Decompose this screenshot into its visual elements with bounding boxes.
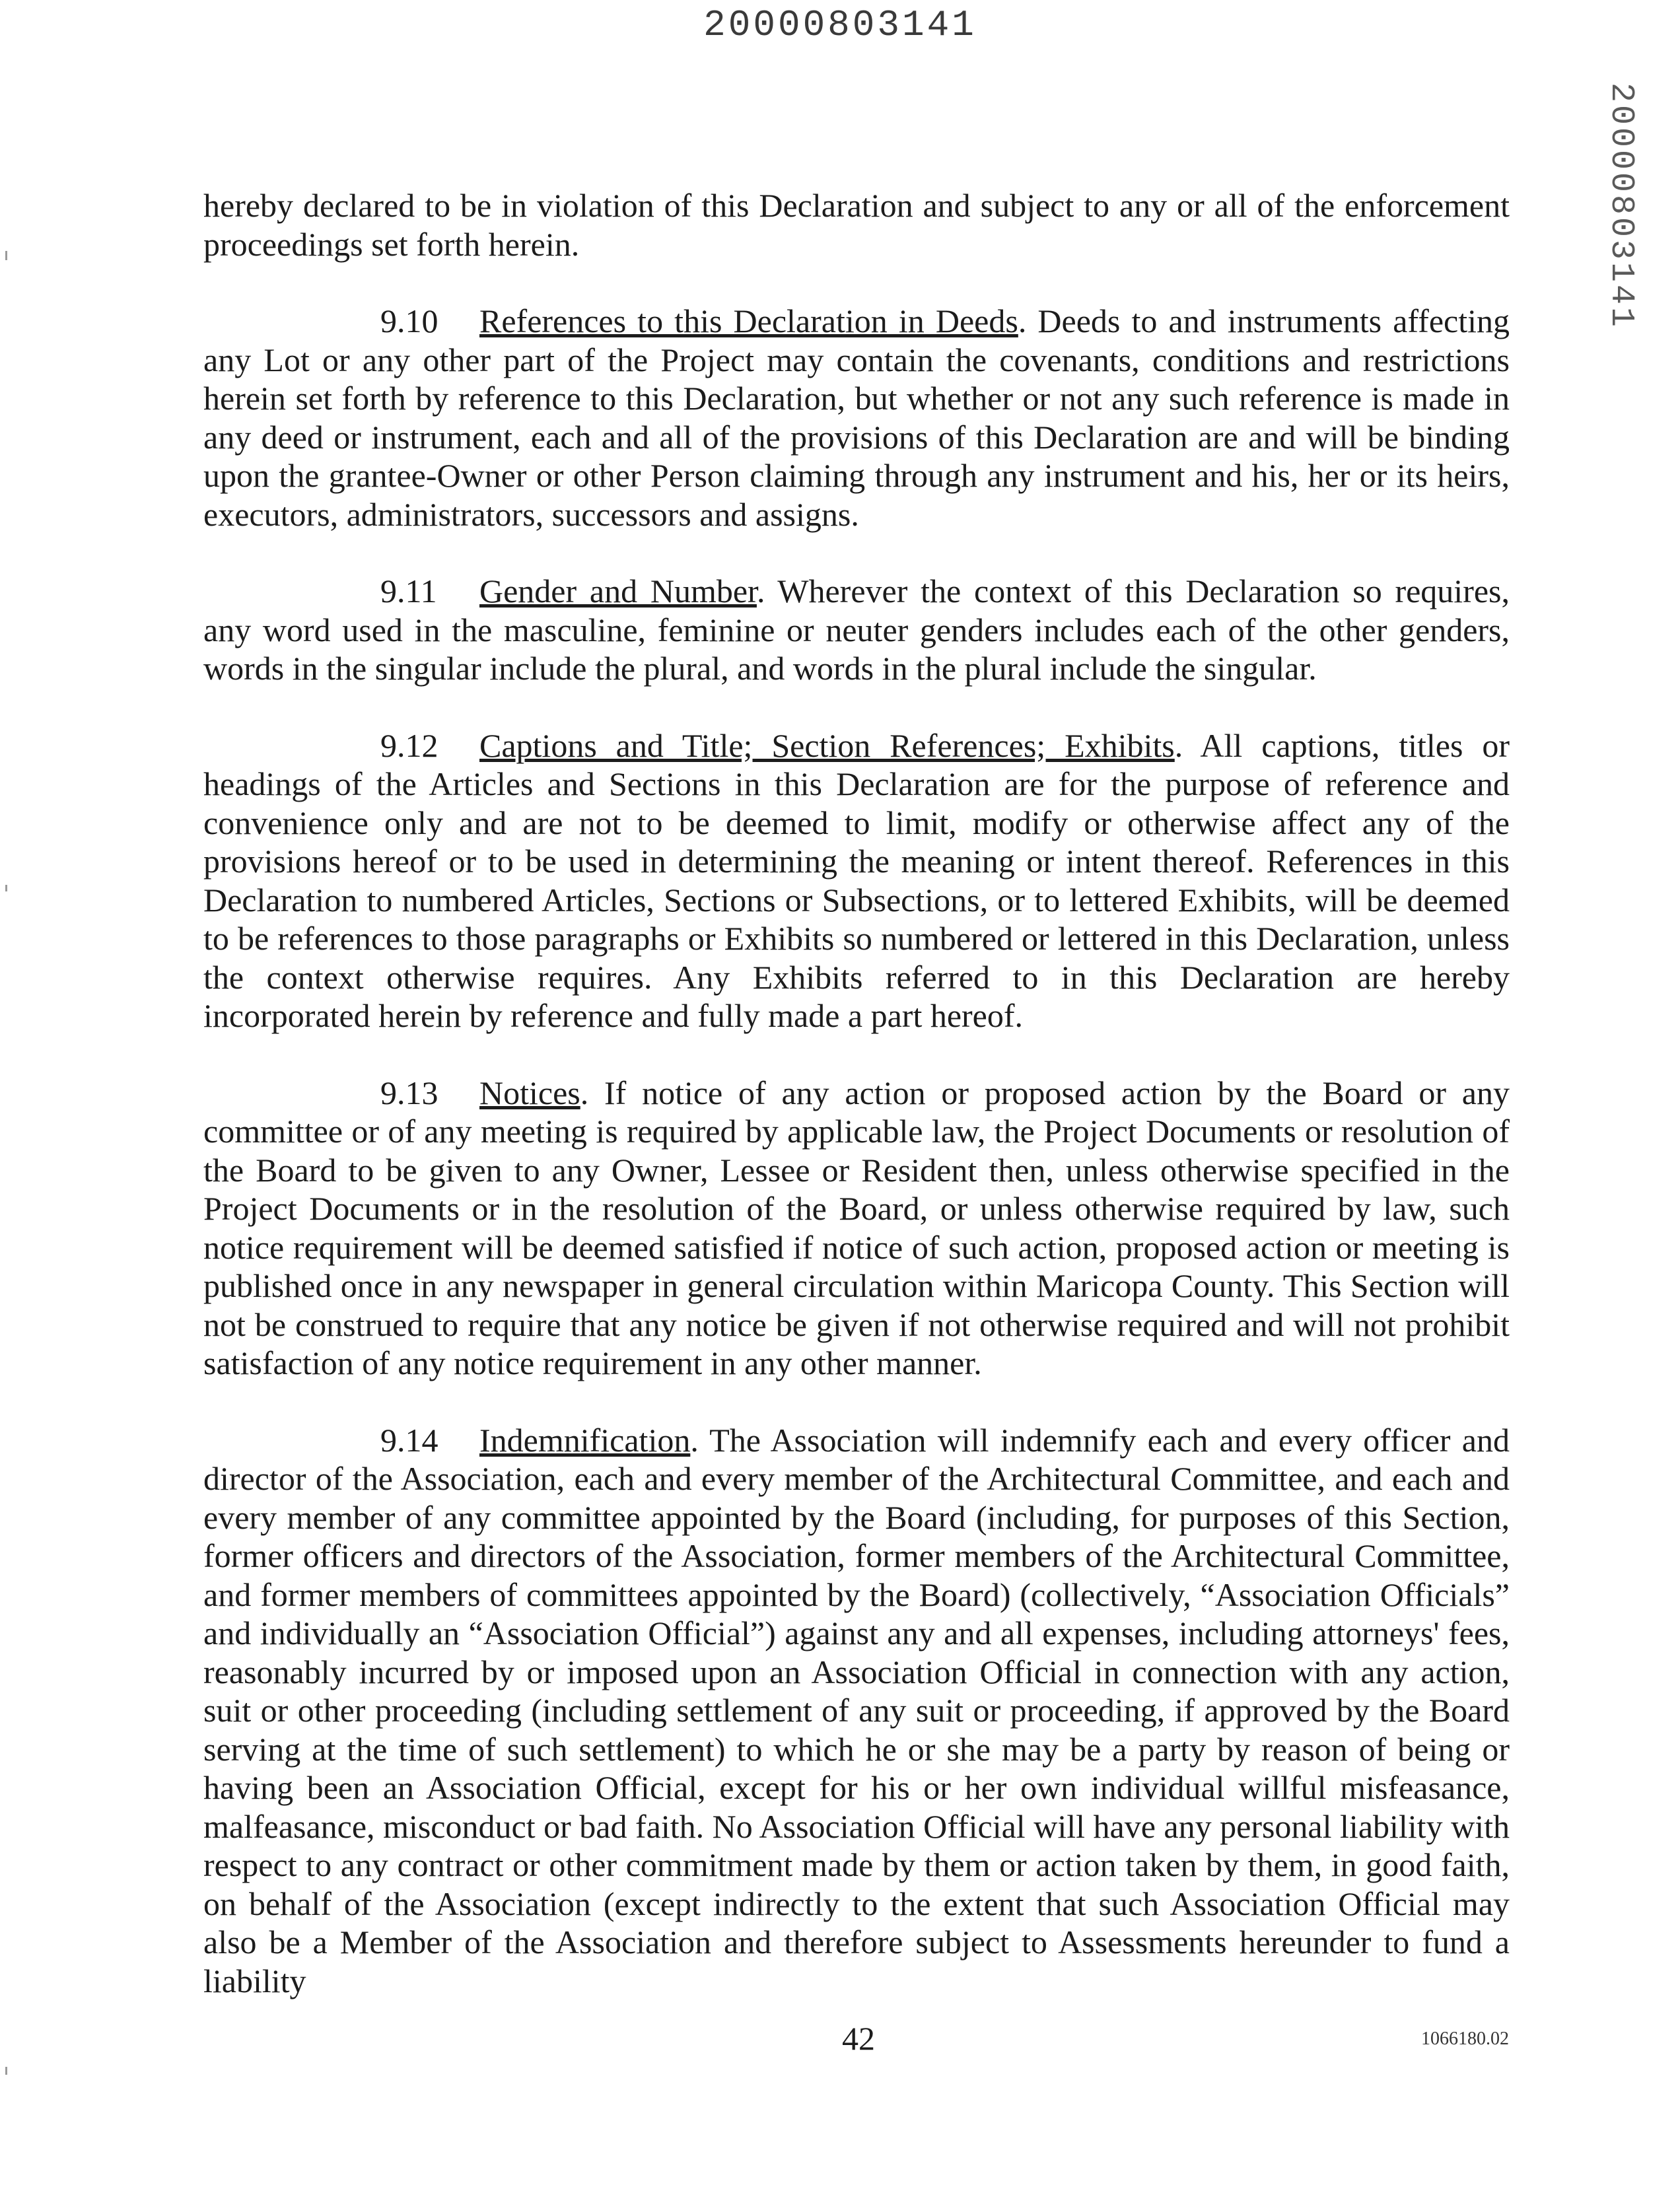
section-9-11 — [203, 572, 1510, 688]
paragraph-body: . Deeds to and instruments affecting any Lot or any other part of the Project may contain the covenants, conditions and restrictions herein set forth by reference to this Declaration, but whether or not any such reference is made in any deed or instrument, each and all of the provisions of this Declaration are and will be binding upon the grantee-Owner or other Person claiming through any instrument and his, her or its heirs, executors, administrators, successors and assigns. — [203, 302, 1510, 533]
section-9-12 — [203, 726, 1510, 1035]
scan-margin-mark — [5, 251, 7, 260]
section-heading: Notices — [479, 1074, 580, 1111]
paragraph-body: . All captions, titles or headings of the Articles and Sections in this Declaration are for the purpose of reference and convenience only and are not to be deemed to limit, modify or otherwise affect any of the provisions hereof or to be used in determining the meaning or intent thereof. References in this Declaration to numbered Articles, Sections or Subsections, or to lettered Exhibits, will be deemed to be references to those paragraphs or Exhibits so numbered or lettered in this Declaration, unless the context otherwise requires. Any Exhibits referred to in this Declaration are hereby incorporated herein by reference and fully made a part hereof. — [203, 726, 1510, 1034]
document-body — [203, 186, 1510, 2000]
document-number-side-stamp: 20000803141 — [1602, 83, 1640, 330]
section-heading: References to this Declaration in Deeds — [479, 302, 1018, 339]
section-heading: Gender and Number — [479, 573, 757, 609]
document-code: 1066180.02 — [1421, 2029, 1509, 2049]
section-heading: Captions and Title; Section References; Exhibits — [479, 726, 1175, 764]
paragraph-body: . The Association will indemnify each and every officer and director of the Association, each and every member of the Architectural Committee, and each and every member of any committee appointed by the Board (including, for purposes of this Section, former officers and directors of the Association, former members of the Architectural Committee, and former members of committees appointed by the Board) (collectively, “Association Officials” and individually an “Association Official”) against any and all expenses, including attorneys' fees, reasonably incurred by or imposed upon an Association Official in connection with any action, suit or other proceeding (including settlement of any suit or proceeding, if approved by the Board serving at the time of such settlement) to which he or she may be a party by reason of being or having been an Association Official, except for his or her own individual willful misfeasance, malfeasance, misconduct or bad faith. No Association Official will have any personal liability with respect to any contract or other commitment made by them or action taken by them, in good faith, on behalf of the Association (except indirectly to the extent that such Association Official may also be a Member of the Association and therefore subject to Assessments hereunder to fund a liability — [203, 1421, 1510, 1999]
paragraph-body: . If notice of any action or proposed action by the Board or any committee or of any meeting is required by applicable law, the Project Documents or resolution of the Board to be given to any Owner, Lessee or Resident then, unless otherwise specified in the Project Documents or in the resolution of the Board, or unless otherwise required by law, such notice requirement will be deemed satisfied if notice of such action, proposed action or meeting is published once in any newspaper in general circulation within Maricopa County. This Section will not be construed to require that any notice be given if not otherwise required and will not prohibit satisfaction of any notice requirement in any other manner. — [203, 1074, 1510, 1381]
section-9-10 — [203, 302, 1510, 534]
scan-margin-mark — [5, 885, 7, 891]
paragraph-body: . Wherever the context of this Declaration so requires, any word used in the masculine, feminine or neuter genders includes each of the other genders, words in the singular include the plural, and words in the plural include the singular. — [203, 573, 1510, 687]
section-number: 9.14 — [380, 1421, 438, 1459]
section-9-14 — [203, 1421, 1510, 2001]
page-number: 42 — [842, 2020, 875, 2057]
section-number: 9.13 — [380, 1074, 438, 1111]
paragraph-continuation — [203, 186, 1510, 263]
section-heading: Indemnification — [479, 1421, 691, 1459]
section-9-13 — [203, 1074, 1510, 1383]
section-number: 9.11 — [380, 573, 437, 609]
scan-margin-mark — [5, 2067, 7, 2075]
paragraph-body: hereby declared to be in violation of this Declaration and subject to any or all of the enforcement proceedings set forth herein. — [203, 187, 1510, 263]
section-number: 9.12 — [380, 726, 438, 764]
document-number-header: 20000803141 — [703, 4, 977, 46]
section-number: 9.10 — [380, 302, 438, 339]
